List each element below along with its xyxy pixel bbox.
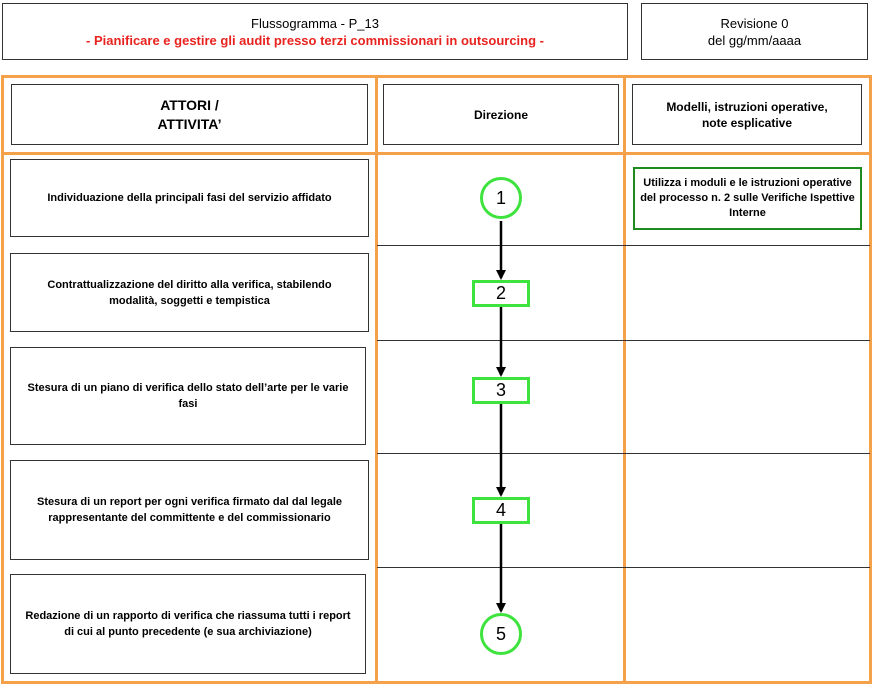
step-node: 4 <box>472 497 530 524</box>
activity-text: Contrattualizzazione del diritto alla verifica, stabilendo modalità, soggetti e tempistica <box>47 278 332 307</box>
activity-text: Stesura di un report per ogni verifica firmato dal dal legale rappresentante del committente e del commissionario <box>36 496 343 524</box>
note-text: Utilizza i moduli e le istruzioni operative del processo n. 2 sulle Verifiche Ispettive Interne <box>640 177 855 219</box>
activity-text: Redazione di un rapporto di verifica che riassuma tutti i report di cui al punto precedente (e sua archiviazione) <box>25 610 351 638</box>
activity-text: Individuazione della principali fasi del servizio affidato <box>47 192 332 204</box>
revision-date: del gg/mm/aaaa <box>707 32 802 48</box>
header-models-line2: note esplicative <box>701 115 793 130</box>
step-node: 3 <box>472 377 530 404</box>
flowchart-title: Flussogramma - P_13 <box>251 15 379 31</box>
step-node-end: 5 <box>480 613 522 655</box>
activity-text: Stesura di un piano di verifica dello stato dell’arte per le varie fasi <box>27 382 349 410</box>
revision-label: Revisione 0 <box>720 15 789 31</box>
step-node-start: 1 <box>480 177 522 219</box>
flowchart-subtitle: - Pianificare e gestire gli audit presso terzi commissionari in outsourcing - <box>86 32 544 48</box>
step-node: 2 <box>472 280 530 307</box>
header-direction-label: Direzione <box>473 107 528 122</box>
header-actors-line1: ATTORI / <box>160 96 219 113</box>
header-models-line1: Modelli, istruzioni operative, <box>666 99 828 114</box>
header-actors-line2: ATTIVITA’ <box>157 115 222 132</box>
